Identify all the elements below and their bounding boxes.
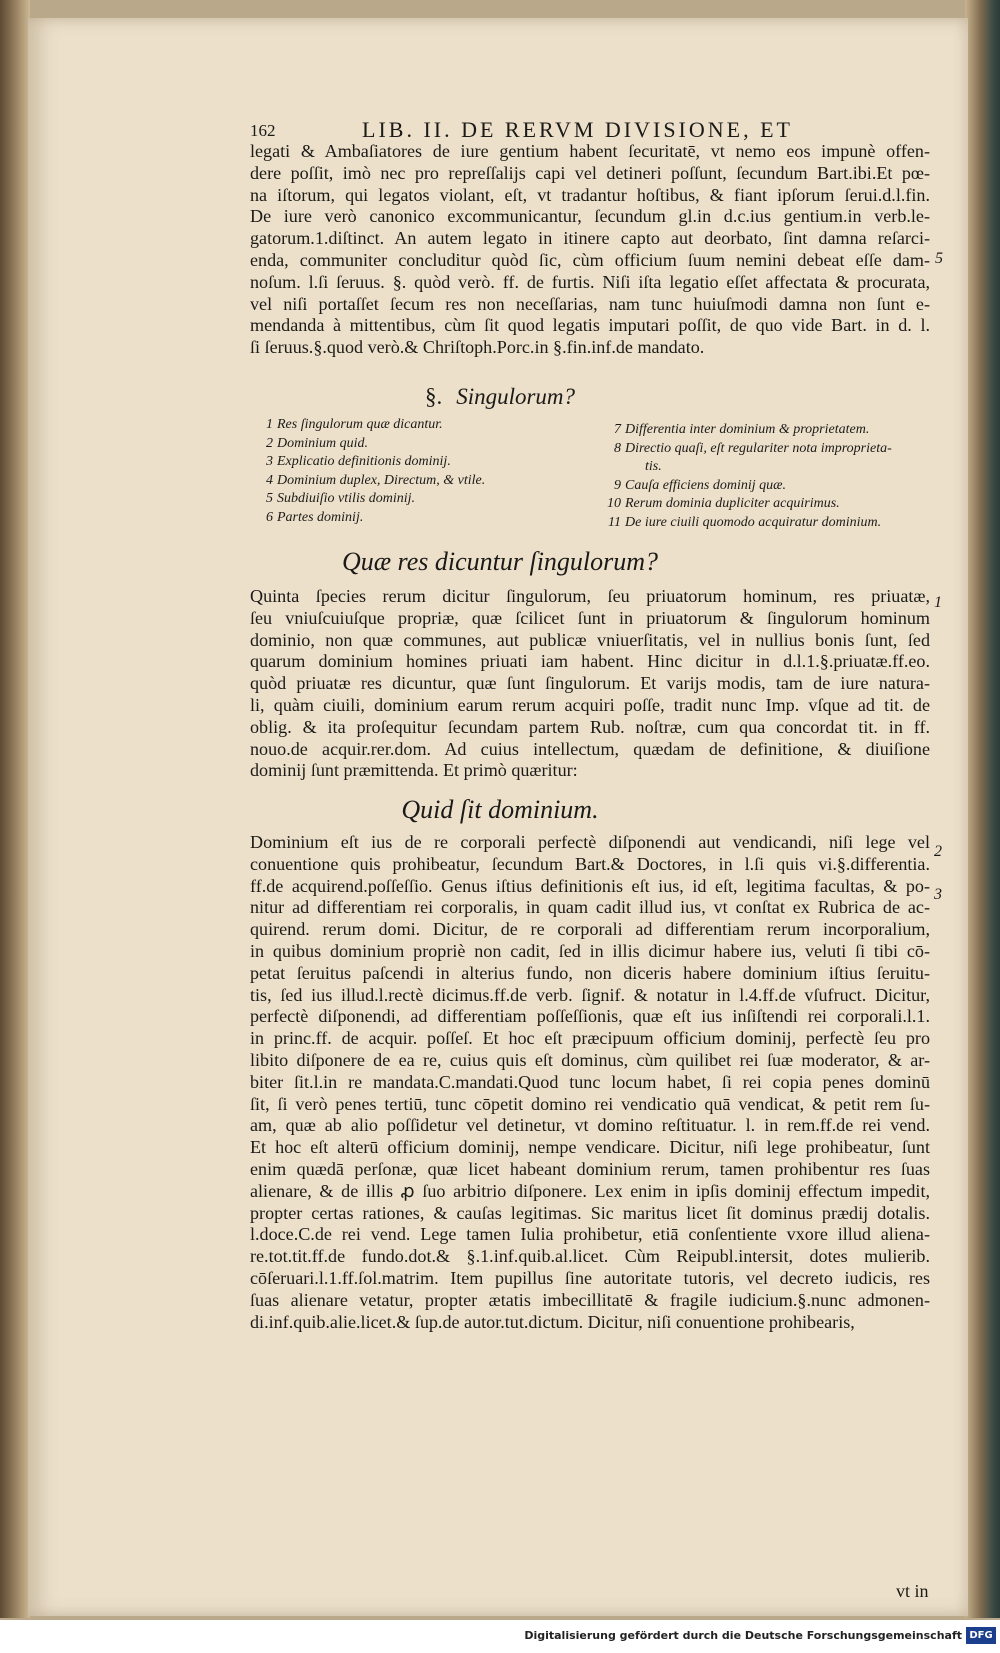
text-line: dominij ſunt præmittenda. Et primò quæritur:: [250, 760, 578, 781]
margin-number-2: 2: [934, 843, 942, 860]
summary-item-text: Differentia inter dominium & proprietatem.: [625, 422, 870, 437]
text-line: legati & Ambaſiatores de iure gentium habent ſecuritatē, vt nemo eos impunè offen-: [250, 141, 930, 161]
summary-item: [266, 509, 485, 528]
text-line: oblig. & ita proſequitur ſecundam partem Rub. noſtræ, cum qua concordat tit. in ff.: [250, 716, 930, 737]
summary-item-number: 8: [614, 440, 621, 456]
paragraph-dominium-definition: [250, 832, 930, 1333]
section-heading-singulorum: [0, 384, 1000, 410]
summary-item-text: De iure ciuili quomodo acquiratur dominium.: [625, 514, 882, 530]
summary-list-left: [266, 416, 486, 527]
summary-item-number: 10: [607, 496, 621, 511]
digitization-footer: [0, 1620, 1000, 1653]
text-line: libito diſponere de ea re, cuius quis eſt dominus, cùm quilibet rei ſuæ moderator, & ar-: [250, 1049, 930, 1070]
text-line: Dominium eſt ius de re corporali perfectè diſponendi aut vendicandi, niſi lege vel: [250, 832, 930, 852]
page-number: 162: [250, 121, 276, 140]
text-line: perfectè diſponendi, ad differentiam poſſeſſionis, quæ eſt ius inſiſtendi rei corporali.l.1.: [250, 1006, 930, 1027]
text-line: ſi ſeruus.§.quod verò.& Chriſtoph.Porc.in §.fin.inf.de mandato.: [250, 337, 705, 358]
text-line: mendanda à mittentibus, cùm ſit quod legatis imputari poſſit, de quo vide Bart. in d. l.: [250, 315, 930, 336]
text-line: in princ.ff. de acquir. poſſeſ. Et hoc eſt præcipuum officium dominij, perfectè ſeu pro: [250, 1028, 930, 1049]
summary-item: [614, 421, 892, 440]
summary-item-text: Directio quaſi, eſt regulariter nota improprieta-: [625, 440, 892, 456]
text-line: quarum dominium homines priuati iam habent. Hinc dicitur in d.l.1.§.priuatæ.ff.eo.: [250, 651, 930, 672]
text-line: quirend. rerum domi. Dicitur, de re corporali ad differentiam rerum incorporalium,: [250, 919, 930, 940]
text-line: Et hoc eſt alterū officium dominij, nempe vendicare. Dicitur, niſi lege prohibeatur, ſunt: [250, 1137, 930, 1158]
text-line: tis, ſed ius illud.l.rectè dicimus.ff.de verb. ſignif. & notatur in l.4.ff.de vſufruct. Dicitur,: [250, 984, 930, 1005]
summary-item: [614, 477, 892, 496]
text-line: gatorum.1.diſtinct. An autem legato in itinere capto aut deorbato, ſint damna reſarci-: [250, 228, 930, 249]
text-line: re.tot.tit.ff.de fundo.dot.& §.1.inf.quib.al.licet. Cùm Reipubl.intersit, dotes mulierib.: [250, 1246, 930, 1267]
heading-quae-res: Quæ res dicuntur ſingulorum?: [341, 547, 659, 576]
summary-item: [266, 435, 485, 454]
summary-item-number: 1: [266, 417, 273, 432]
summary-item-text: Dominium duplex, Directum, & vtile.: [277, 472, 486, 488]
running-title: LIB. II. DE RERVM DIVISIONE, ET: [362, 117, 793, 142]
text-line: enda, communiter concluditur quòd ſic, cùm officium ſuum nemini debeat eſſe dam-: [250, 249, 930, 270]
text-line: di.inf.quib.alie.licet.& ſup.de autor.tut.dictum. Dicitur, niſi conuentione prohibearis,: [250, 1311, 855, 1332]
summary-item-number: 11: [608, 514, 621, 530]
paragraph-legati: [250, 141, 930, 359]
summary-item-text: Explicatio definitionis dominij.: [277, 454, 451, 469]
text-line: l.doce.C.de rei vend. Lege tamen Iulia prohibetur, etiā conſentiente vxore illud aliena-: [250, 1224, 930, 1245]
summary-item: [607, 495, 892, 514]
margin-number-1: 1: [934, 594, 942, 611]
text-line: ſit, ſi verò penes tertiū, tunc cōpetit domino rei vendicatio quā vendicat, & petit rem ſu-: [250, 1093, 930, 1114]
summary-item: [266, 416, 485, 435]
text-line: enim quædā perſonæ, quæ licet habeant dominium rerum, tamen prohibentur res ſuas: [250, 1158, 930, 1179]
text-line: alienare, & de illis ꝓ ſuo arbitrio diſponere. Lex enim in ipſis dominij effectum impedit,: [250, 1180, 930, 1201]
dfg-logo: DFG: [966, 1627, 996, 1644]
summary-item: [625, 458, 892, 477]
text-line: ſuas alienare vetatur, propter ætatis imbecillitatē & fragile iudicium.§.nunc admonen-: [250, 1289, 930, 1310]
text-line: Quinta ſpecies rerum dicitur ſingulorum, ſeu priuatorum hominum, res priuatæ,: [250, 586, 930, 606]
text-line: nouo.de acquir.rer.dom. Ad cuius intellectum, quædam de definitione, & diuiſione: [250, 738, 930, 759]
text-line: vel niſi portaſſet ſecum res non neceſſarias, nam tunc huiuſmodi damna non ſunt e-: [250, 293, 930, 314]
summary-item-number: 7: [614, 422, 621, 437]
summary-list-right: [607, 421, 892, 532]
text-line: ff.de acquirend.poſſeſſio. Genus iſtius definitionis eſt ius, id eſt, legitima facultas, & po-: [250, 875, 930, 896]
text-line: quòd priuatæ res dicuntur, quæ ſunt ſingulorum. Et varijs modis, tam de iure natura-: [250, 673, 930, 694]
text-line: petat ſeruitus paſcendi in alterius fundo, non diceris habere dominium iſtius ſeruitu-: [250, 962, 930, 983]
text-line: propter certas rationes, & cauſas legitimas. Sic maritus licet ſit dominus prædij dotalis.: [250, 1202, 930, 1223]
summary-item-text: Dominium quid.: [277, 435, 368, 451]
margin-number-5: 5: [935, 250, 943, 267]
text-line: li, quàm ciuili, dominium earum rerum acquiri poſſe, tradit nunc Imp. vſque ad tit. de: [250, 694, 930, 715]
section-title: Singulorum?: [456, 384, 576, 409]
summary-item-number: 5: [266, 491, 273, 506]
text-line: noſum. l.ſi ſeruus. §. quòd verò. ff. de furtis. Niſi iſta legatio eſſet affectata & procurata,: [250, 271, 930, 292]
margin-number-3: 3: [934, 886, 942, 903]
section-mark: §.: [424, 384, 443, 409]
text-line: cōſeruari.l.1.ff.ſol.matrim. Item pupillus ſine autoritate tutoris, vel decreto iudicis, res: [250, 1267, 930, 1288]
summary-item-text: tis.: [645, 459, 662, 474]
summary-item: [266, 472, 486, 491]
summary-item-text: Res ſingulorum quæ dicantur.: [277, 417, 443, 432]
text-line: De iure verò canonico excommunicantur, ſecundum gl.in d.c.ius gentium.in verb.le-: [250, 206, 930, 227]
summary-item: [266, 490, 485, 509]
summary-item-text: Rerum dominia dupliciter acquirimus.: [625, 496, 840, 511]
text-line: nitur ad differentiam rei corporalis, in quam cadit illud ius, vt conſtat ex Rubrica de ac-: [250, 897, 930, 918]
summary-item-number: 3: [266, 454, 273, 469]
text-line: in quibus dominium propriè non cadit, ſed in illis dicimur habere ius, veluti ſi tibi cō-: [250, 940, 930, 961]
summary-item: [266, 453, 485, 472]
footer-credit-text: Digitalisierung gefördert durch die Deutsche Forschungsgemeinschaft: [524, 1629, 962, 1642]
summary-item-number: 4: [266, 472, 273, 488]
summary-item-text: Cauſa efficiens dominij quæ.: [625, 477, 786, 493]
text-line: am, quæ ab alio poſſidetur vel detinetur, vt domino reſtituatur. l. in rem.ff.de rei vend.: [250, 1115, 930, 1136]
text-line: na iſtorum, qui legatos violant, eſt, vt tradantur hoſtibus, & fiant ipſorum ſerui.d.l.fin.: [250, 184, 930, 205]
text-line: conuentione quis prohibeatur, ſecundum Bart.& Doctores, in l.ſi quis vi.§.differentia.: [250, 853, 930, 874]
summary-item: [614, 440, 892, 459]
summary-item-text: Partes dominij.: [277, 509, 364, 525]
heading-quid-sit-dominium: Quid ſit dominium.: [401, 795, 599, 824]
summary-item-text: Subdiuiſio vtilis dominij.: [277, 491, 416, 506]
text-line: biter ſit.l.in re mandata.C.mandati.Quod tunc locum habet, ſi rei copia penes dominū: [250, 1071, 930, 1092]
summary-item-number: 2: [266, 435, 273, 451]
summary-item: [608, 514, 892, 533]
summary-item-number: 6: [266, 509, 273, 525]
paragraph-quinta-species: [250, 586, 930, 782]
catchword: vt in: [896, 1581, 929, 1601]
summary-item-number: 9: [614, 477, 621, 493]
text-line: dere poſſit, imò nec pro repreſſalijs capi vel detineri poſſunt, ſecundum Bart.ibi.Et pœ-: [250, 162, 930, 183]
text-line: ſeu vniuſcuiuſque propriæ, quæ ſcilicet ſunt in priuatorum & ſingulorum hominum: [250, 607, 930, 628]
text-line: dominio, non quæ communes, aut publicæ vniuerſitatis, vel in nullius bonis ſunt, ſed: [250, 629, 930, 650]
